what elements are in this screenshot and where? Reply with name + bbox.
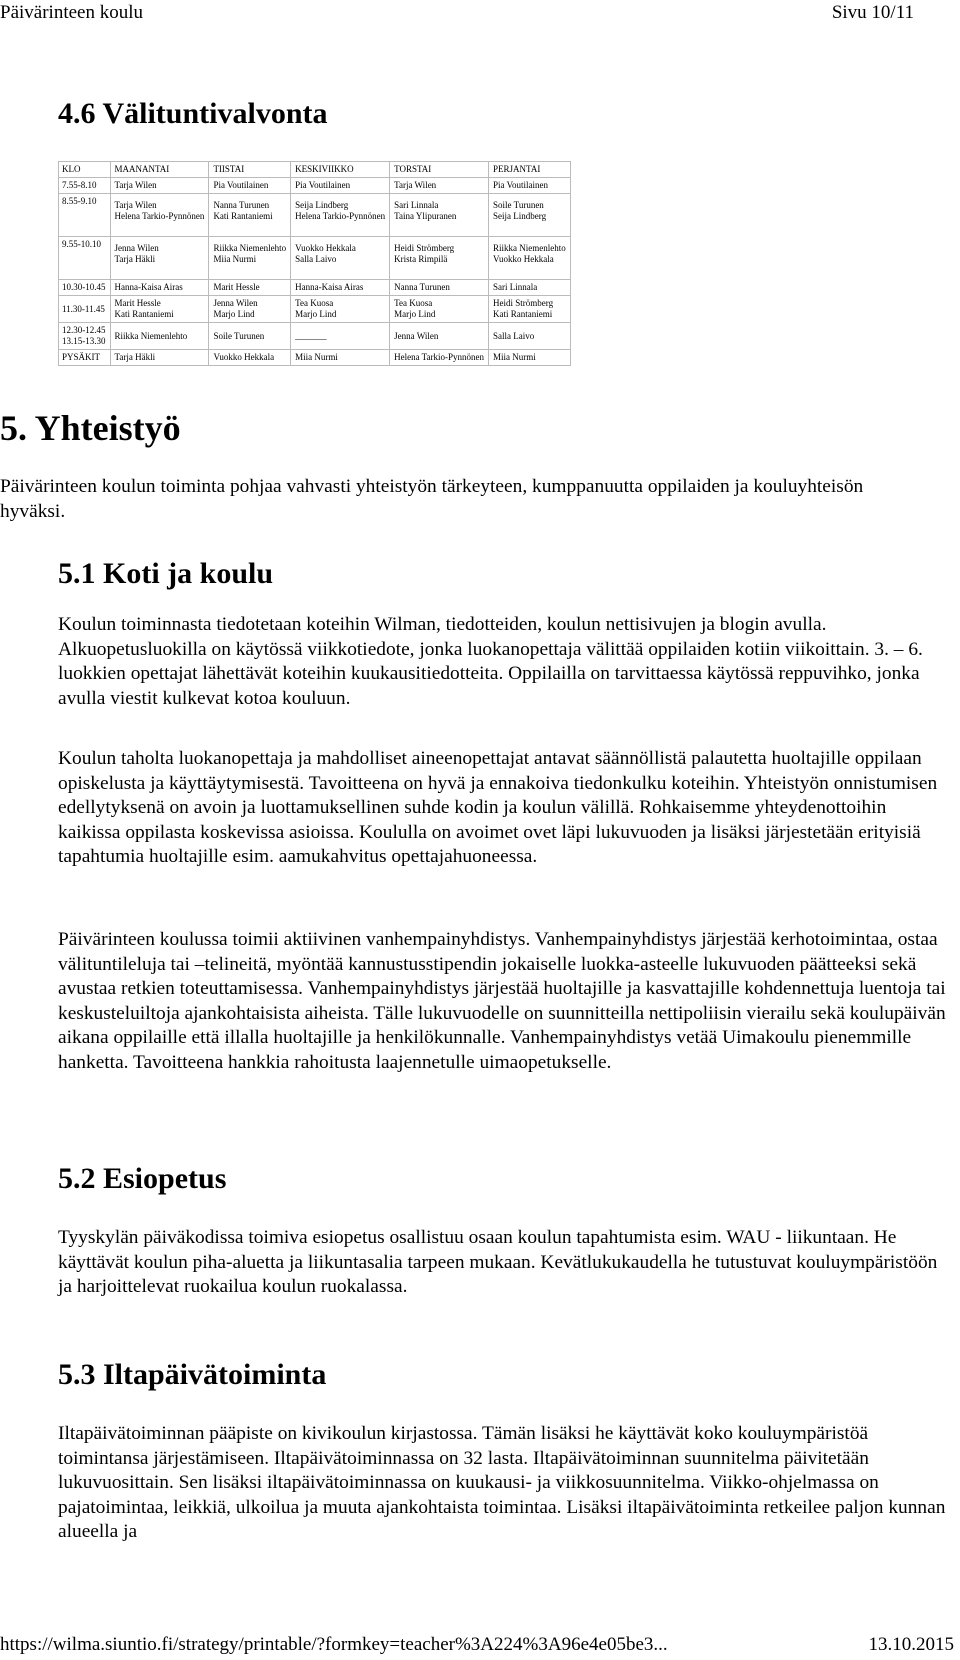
footer-date: 13.10.2015 [868,1634,954,1655]
table-cell: Tarja Häkli [110,350,209,366]
cell-line: Seija Lindberg [493,211,547,221]
page-header [0,0,960,30]
table-cell: Helena Tarkio-Pynnönen [390,350,489,366]
cell-line: 12.30-12.45 [62,325,106,335]
cell-line: Sari Linnala [394,200,439,210]
time-cell: 7.55-8.10 [59,178,111,194]
table-cell: Tarja Wilen [390,178,489,194]
cell-line: Marit Hessle [114,298,161,308]
cell-line: Krista Rimpilä [394,254,448,264]
cell-line: Taina Ylipuranen [394,211,457,221]
cell-line: Riikka Niemenlehto [213,243,287,253]
supervision-schedule-table [58,161,571,366]
cell-line: Helena Tarkio-Pynnönen [114,211,205,221]
table-cell [291,296,390,323]
time-cell: 11.30-11.45 [59,296,111,323]
table-cell: Riikka Niemenlehto [110,323,209,350]
table-cell [489,296,571,323]
table-cell: _______ [291,323,390,350]
cell-line: Tea Kuosa [394,298,433,308]
table-cell: Vuokko Hekkala [209,350,291,366]
col-header-klo: KLO [59,162,111,178]
col-header-wednesday: KESKIVIIKKO [291,162,390,178]
cell-line: Tea Kuosa [295,298,334,308]
table-cell [209,296,291,323]
cell-line: Vuokko Hekkala [295,243,356,253]
table-cell: Miia Nurmi [291,350,390,366]
table-cell [390,194,489,237]
table-cell: Sari Linnala [489,280,571,296]
col-header-friday: PERJANTAI [489,162,571,178]
table-header-row [59,162,571,178]
time-cell: PYSÄKIT [59,350,111,366]
table-row [59,194,571,237]
table-row [59,280,571,296]
cell-line: Seija Lindberg [295,200,349,210]
table-cell [489,194,571,237]
table-row [59,178,571,194]
section-5-title: 5. Yhteistyö [0,408,181,448]
table-cell [291,194,390,237]
cell-line: Kati Rantaniemi [114,309,174,319]
table-cell [110,237,209,280]
col-header-thursday: TORSTAI [390,162,489,178]
cell-line: Miia Nurmi [213,254,257,264]
time-cell: 9.55-10.10 [59,237,111,280]
section-5-2-title: 5.2 Esiopetus [58,1162,227,1195]
cell-line: 13.15-13.30 [62,336,106,346]
table-cell: Soile Turunen [209,323,291,350]
col-header-tuesday: TIISTAI [209,162,291,178]
section-4-6-title: 4.6 Välituntivalvonta [58,97,328,130]
table-cell [390,237,489,280]
cell-line: Helena Tarkio-Pynnönen [295,211,386,221]
cell-line: Salla Laivo [295,254,337,264]
cell-line: Riikka Niemenlehto [493,243,566,253]
col-header-monday: MAANANTAI [110,162,209,178]
table-cell: Nanna Turunen [390,280,489,296]
table-row [59,237,571,280]
page-footer [0,1632,960,1660]
section-5-1-paragraph-2: Koulun taholta luokanopettaja ja mahdolliset aineenopettajat antavat säännöllistä palautetta huoltajille oppilaan opiskelusta ja käyttäytymisestä. Tavoitteena on hyvä ja ennakoiva tiedonkulku koteihin. Yhteistyön onnistumisen edellytyksenä on avoin ja luottamuksellinen suhde kodin ja koulun välillä. Rohkaisemme yhteydenottoihin kaikissa oppilasta koskevissa asioissa. Koululla on avoimet ovet läpi lukuvuoden ja lisäksi järjestetään erityisiä tapahtumia huoltajille esim. aamukahvitus opettajahuoneessa. [58,748,938,867]
cell-line: Marjo Lind [295,309,337,319]
header-page-number: Sivu 10/11 [831,2,914,23]
cell-line: Tarja Häkli [114,254,156,264]
table-cell [110,194,209,237]
time-cell: 10.30-10.45 [59,280,111,296]
table-cell [110,296,209,323]
table-cell [209,237,291,280]
table-cell: Marit Hessle [209,280,291,296]
table-row [59,350,571,366]
table-cell [291,237,390,280]
cell-line: Nanna Turunen [213,200,270,210]
cell-line: Marjo Lind [213,309,255,319]
cell-line: Marjo Lind [394,309,436,319]
section-5-intro: Päivärinteen koulun toiminta pohjaa vahvasti yhteistyön tärkeyteen, kumppanuutta oppilaiden ja kouluyhteisön hyväksi. [0,476,864,522]
table-cell: Pia Voutilainen [489,178,571,194]
section-5-1-paragraph-3: Päivärinteen koulussa toimii aktiivinen vanhempainyhdistys. Vanhempainyhdistys järjestää kerhotoimintaa, ostaa välituntileluja tai –telineitä, myöntää kannustusstipendin jokaiselle luokka-asteelle lukuvuoden päätteeksi sekä avustaa retkien toteuttamisessa. Vanhempainyhdistys järjestää huoltajille ja kasvattajille kohdennettuja luentoja tai keskusteluiltoja ajankohtaisista aiheista. Tälle lukuvuodelle on suunnitteilla nettipoliisin vierailu sekä koulupäivän aikana oppilaille että illalla huoltajille ja henkilökunnalle. Vanhempainyhdistys vetää Uimakoulu pienemmille hanketta. Tavoitteena hankkia rahoitusta laajennetulle uimaopetukselle. [58,929,946,1073]
cell-line: Vuokko Hekkala [493,254,554,264]
cell-line: Jenna Wilen [114,243,159,253]
cell-line: Heidi Strömberg [493,298,554,308]
table-cell: Hanna-Kaisa Airas [110,280,209,296]
table-cell [209,194,291,237]
time-cell: 8.55-9.10 [59,194,111,237]
section-5-1-title: 5.1 Koti ja koulu [58,557,274,590]
section-5-1-paragraph-1: Koulun toiminnasta tiedotetaan koteihin Wilman, tiedotteiden, koulun nettisivujen ja blogin avulla. Alkuopetusluokilla on käytössä viikkotiedote, jonka luokanopettaja välittää oppilaiden kotiin viikoittain. 3. – 6. luokkien opettajat lähettävät koteihin kuukausitiedotteita. Oppilailla on tarvittaessa käytössä reppuvihko, jonka avulla viestit kulkevat kotoa kouluun. [58,614,923,709]
section-5-2-paragraph: Tyyskylän päiväkodissa toimiva esiopetus osallistuu osaan koulun tapahtumista esim. WAU - liikuntaan. He käyttävät koulun piha-aluetta ja liikuntasalia tarpeen mukaan. Kevätlukukaudella he tutustuvat kouluympäristöön ja harjoittelevat ruokailua koulun ruokalassa. [58,1227,938,1297]
cell-line: Soile Turunen [493,200,544,210]
table-row [59,296,571,323]
table-cell: Miia Nurmi [489,350,571,366]
table-cell [390,296,489,323]
table-cell: Salla Laivo [489,323,571,350]
time-cell [59,323,111,350]
table-cell: Pia Voutilainen [209,178,291,194]
cell-line: Heidi Strömberg [394,243,455,253]
cell-line: Kati Rantaniemi [493,309,553,319]
table-row [59,323,571,350]
cell-line: Jenna Wilen [213,298,258,308]
header-school-name: Päivärinteen koulu [0,2,143,23]
section-5-3-paragraph: Iltapäivätoiminnan pääpiste on kivikoulun kirjastossa. Tämän lisäksi he käyttävät koko kouluympäristöä toimintansa järjestämiseen. Iltapäivätoiminnassa on 32 lasta. Iltapäivätoiminnan suunnitelma päivitetään lukuvuosittain. Sen lisäksi iltapäivätoiminnassa on kuukausi- ja viikkosuunnitelma. Viikko-ohjelmassa on pajatoimintaa, leikkiä, ulkoilua ja muuta ajankohtaista toimintaa. Lisäksi iltapäivätoiminta retkeilee paljon kunnan alueella ja [58,1423,946,1542]
table-cell: Hanna-Kaisa Airas [291,280,390,296]
cell-line: Kati Rantaniemi [213,211,273,221]
table-cell: Tarja Wilen [110,178,209,194]
table-cell [489,237,571,280]
section-5-3-title: 5.3 Iltapäivätoiminta [58,1358,327,1391]
table-cell: Jenna Wilen [390,323,489,350]
cell-line: Tarja Wilen [114,200,157,210]
table-cell: Pia Voutilainen [291,178,390,194]
footer-url: https://wilma.siuntio.fi/strategy/printable/?formkey=teacher%3A224%3A96e4e05be3... [0,1634,668,1655]
